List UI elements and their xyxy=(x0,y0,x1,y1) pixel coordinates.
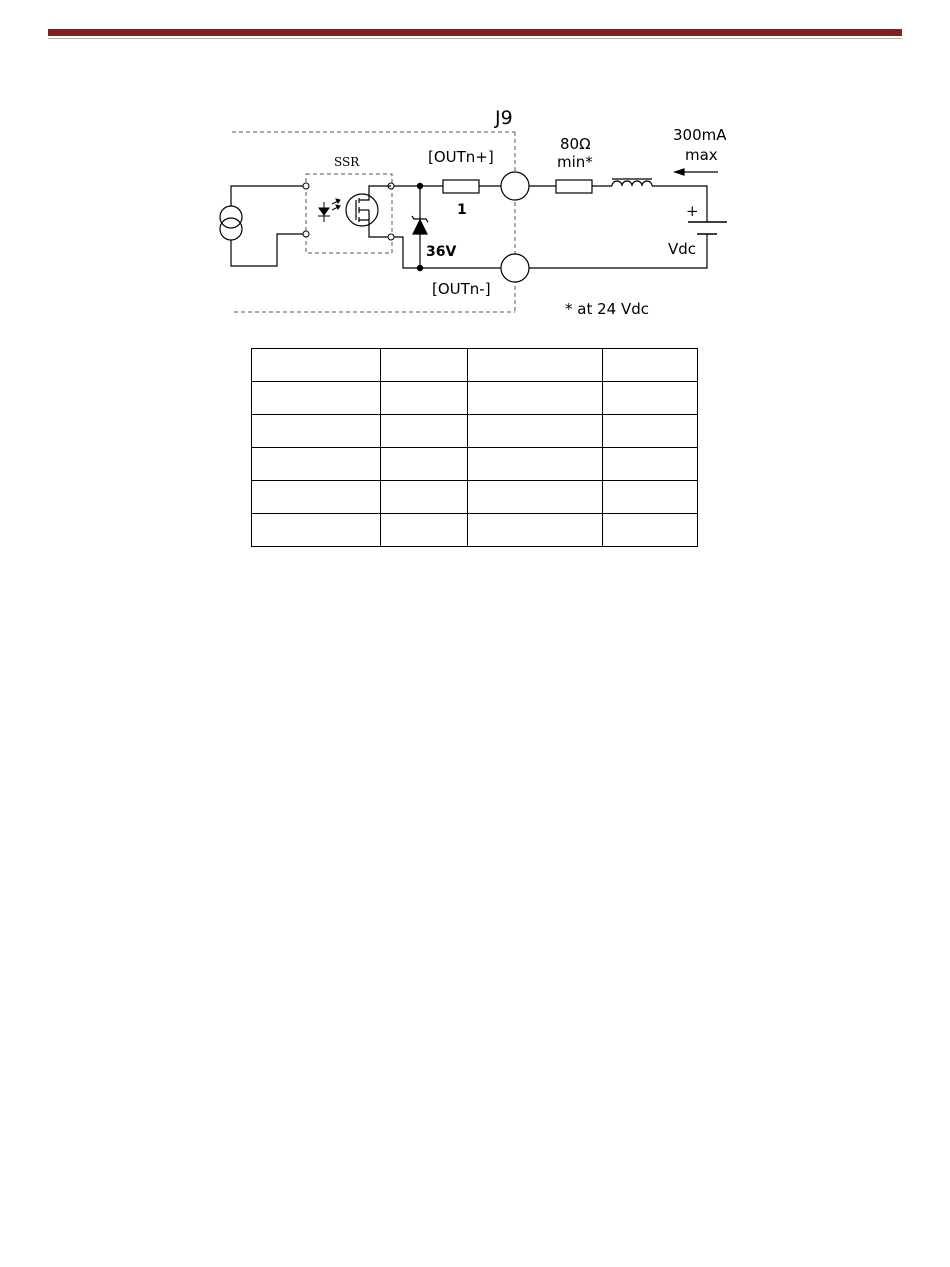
table-cell xyxy=(468,448,603,481)
table-cell xyxy=(252,514,381,547)
internal-resistor-label: 1 xyxy=(457,202,467,218)
table-cell xyxy=(381,514,468,547)
output-circuit-schematic xyxy=(0,0,950,340)
out-plus-terminal xyxy=(501,172,529,200)
footnote: * at 24 Vdc xyxy=(565,300,649,318)
zener-label: 36V xyxy=(426,244,457,260)
zener-diode-icon xyxy=(412,216,428,234)
out-minus-label: [OUTn-] xyxy=(432,280,491,298)
table-cell xyxy=(603,448,698,481)
out-minus-terminal xyxy=(501,254,529,282)
current-source-symbol xyxy=(220,186,306,266)
led-icon xyxy=(318,199,340,222)
table-cell xyxy=(603,514,698,547)
table-cell xyxy=(468,514,603,547)
current-value: 300mA xyxy=(673,126,727,144)
table-row xyxy=(252,514,698,547)
table-cell xyxy=(381,382,468,415)
table-cell xyxy=(468,382,603,415)
ssr-label: SSR xyxy=(334,155,360,169)
table-cell xyxy=(252,481,381,514)
spec-table xyxy=(251,348,698,547)
table-cell xyxy=(252,415,381,448)
table-cell xyxy=(603,415,698,448)
table-row xyxy=(252,349,698,382)
table-cell xyxy=(252,448,381,481)
table-cell xyxy=(468,415,603,448)
junction-dot-top xyxy=(417,183,423,189)
table-cell xyxy=(252,382,381,415)
table-row xyxy=(252,481,698,514)
load-resistor-icon xyxy=(556,180,592,193)
table-row xyxy=(252,382,698,415)
battery-icon xyxy=(688,222,727,234)
mosfet-icon xyxy=(346,186,391,237)
table-cell xyxy=(252,349,381,382)
load-resistor-value: 80Ω xyxy=(560,135,591,153)
inductor-icon xyxy=(612,179,652,186)
table-row xyxy=(252,415,698,448)
internal-resistor-icon xyxy=(443,180,479,193)
table-cell xyxy=(381,448,468,481)
table-cell xyxy=(603,481,698,514)
supply-label: Vdc xyxy=(668,240,697,258)
table-cell xyxy=(603,382,698,415)
load-resistor-note: min* xyxy=(557,153,593,171)
current-note: max xyxy=(685,146,718,164)
table-row xyxy=(252,448,698,481)
table-cell xyxy=(381,481,468,514)
table-cell xyxy=(381,349,468,382)
table-cell xyxy=(603,349,698,382)
table-cell xyxy=(468,349,603,382)
connector-label: J9 xyxy=(495,107,513,129)
supply-polarity: + xyxy=(686,202,699,220)
current-arrow-icon xyxy=(675,169,718,175)
table-cell xyxy=(381,415,468,448)
ssr-terminals xyxy=(303,183,394,240)
junction-dot-bottom xyxy=(417,265,423,271)
table-cell xyxy=(468,481,603,514)
out-plus-label: [OUTn+] xyxy=(428,148,494,166)
